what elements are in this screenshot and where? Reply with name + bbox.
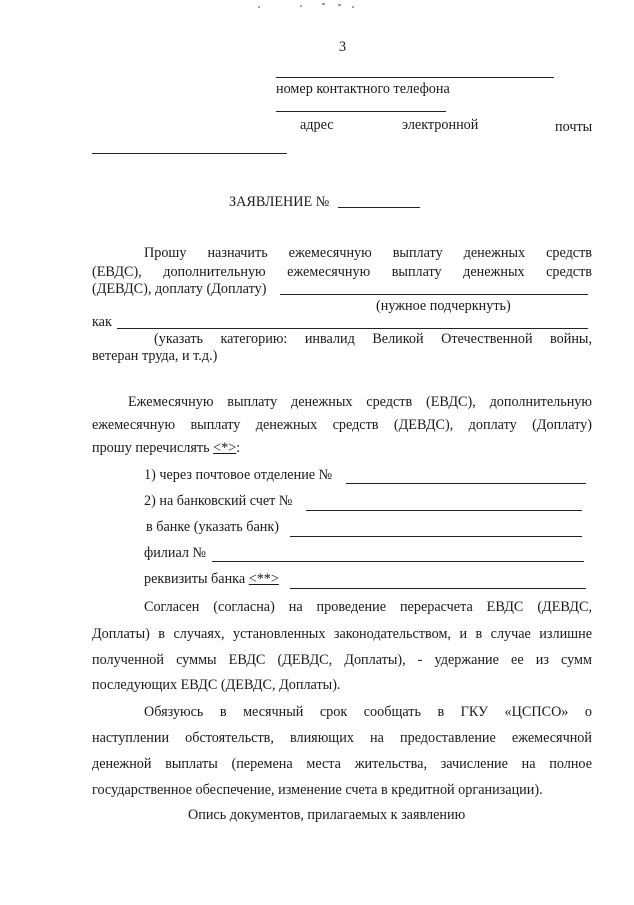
bank-details-line [290,588,586,589]
payment-line-3-text: прошу перечислять [92,440,210,456]
document-title: ЗАЯВЛЕНИЕ № [229,194,330,210]
scan-speck [338,4,341,6]
payment-line-3 [92,439,240,457]
page-number: 3 [339,39,347,55]
category-line [117,328,588,329]
payment-type-line [280,294,588,295]
email-label-word-1: адрес [300,117,334,133]
documents-inventory-heading: Опись документов, прилагаемых к заявлению [188,807,466,823]
consent-line-4: последующих ЕВДС (ДЕВДС, Доплаты). [92,677,341,693]
bank-details-text: реквизиты банка [144,571,246,587]
branch-label: филиал № [144,545,207,561]
scan-speck [322,3,325,5]
email-blank-line [92,153,287,154]
as-label: как [92,314,112,330]
category-note-1: (указать категорию: инвалид Великой Отечественной войны, [154,331,592,347]
obligation-line-1: Обязуюсь в месячный срок сообщать в ГКУ «ЦСПСО» о [144,704,592,720]
email-blank-line-top [276,111,446,112]
branch-line [212,561,584,562]
bank-name-line [290,536,582,537]
obligation-line-3: денежной выплаты (перемена места жительства, зачисление на полное [92,756,592,772]
payment-line-3-colon: : [236,440,241,456]
payment-line-1: Ежемесячную выплату денежных средств (ЕВДС), дополнительную [128,394,592,410]
category-note-2: ветеран труда, и т.д.) [92,348,218,364]
bank-name-label: в банке (указать банк) [146,519,280,535]
obligation-line-4: государственное обеспечение, изменение счета в кредитной организации). [92,782,543,798]
scan-speck [300,5,302,7]
option-post-office: 1) через почтовое отделение № [144,467,333,483]
phone-label: номер контактного телефона [276,81,450,97]
request-line-1: Прошу назначить ежемесячную выплату денежных средств [144,245,592,261]
obligation-line-2: наступлении обстоятельств, влияющих на предоставление ежемесячной [92,730,592,746]
post-office-line [346,483,586,484]
email-label-word-3: почты [555,119,593,135]
phone-blank-line [276,77,554,78]
footnote-link-2[interactable]: <**> [248,571,279,587]
option-bank-account: 2) на банковский счет № [144,493,293,509]
request-line-2: (ЕВДС), дополнительную ежемесячную выплату денежных средств [92,264,592,280]
bank-account-line [306,510,582,511]
bank-details-label [144,570,279,588]
consent-line-2: Доплаты) в случаях, установленных законодательством, и в случае излишне [92,626,592,642]
payment-line-2: ежемесячную выплату денежных средств (ДЕВДС), доплату (Доплату) [92,417,592,433]
consent-line-3: полученной суммы ЕВДС (ДЕВДС, Доплаты), - удержание ее из сумм [92,652,592,668]
footnote-link-1[interactable]: <*> [213,440,237,456]
scan-speck [352,6,354,8]
consent-line-1: Согласен (согласна) на проведение перерасчета ЕВДС (ДЕВДС, [144,599,592,615]
scan-speck [258,6,260,8]
email-label-word-2: электронной [402,117,479,133]
application-number-line [338,207,420,208]
underline-note: (нужное подчеркнуть) [376,298,511,314]
request-line-3: (ДЕВДС), доплату (Доплату) [92,281,267,297]
